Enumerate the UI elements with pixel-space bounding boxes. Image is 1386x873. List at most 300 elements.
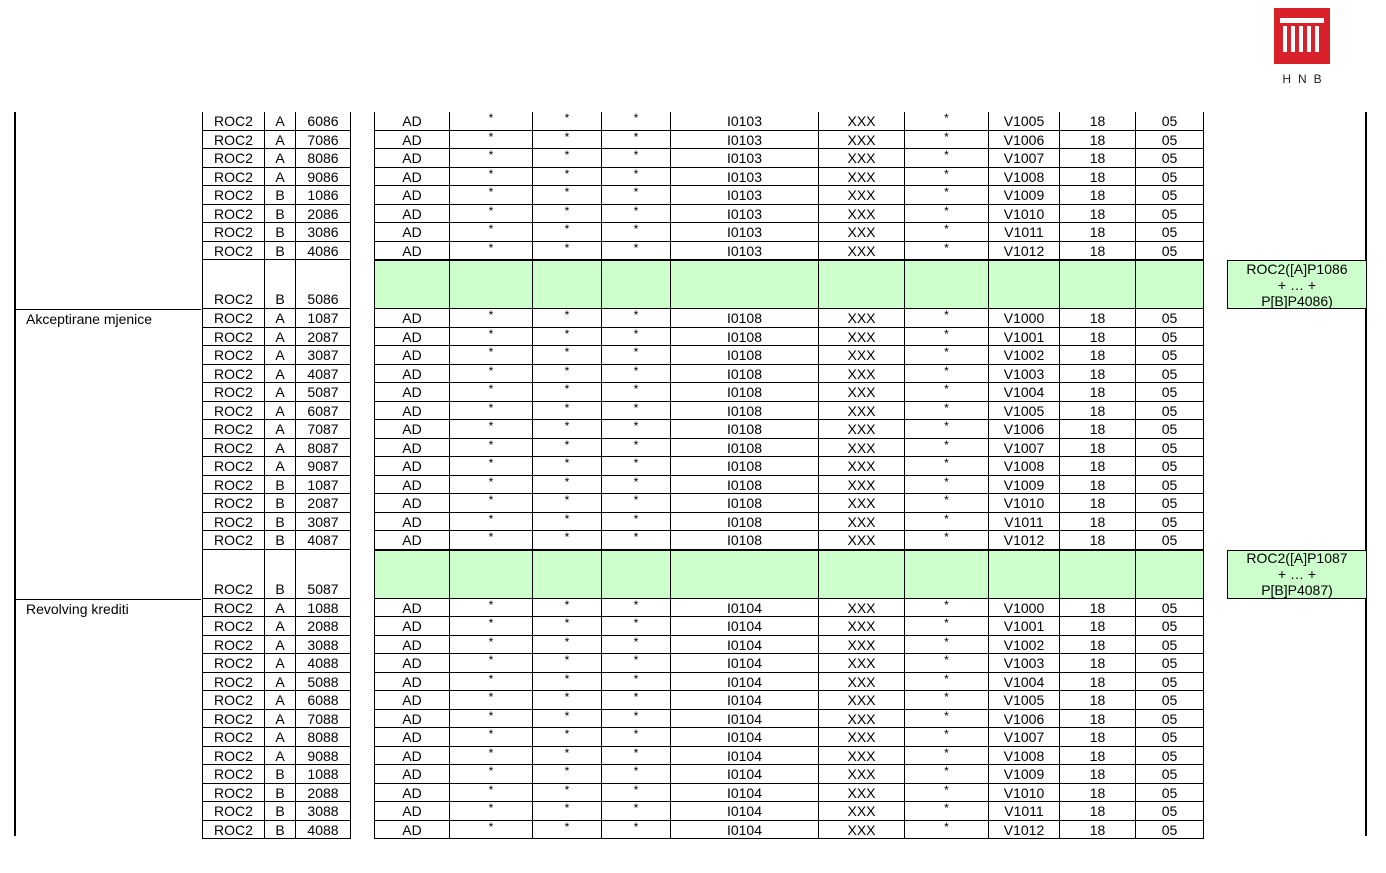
position-code: 1087 xyxy=(295,476,351,495)
form-code: ROC2 xyxy=(202,691,265,710)
position-code: 8087 xyxy=(295,439,351,458)
cell-star4: * xyxy=(904,599,989,618)
cell-xxx: XXX xyxy=(818,765,905,784)
cell-num18: 18 xyxy=(1059,309,1136,328)
category-label xyxy=(16,131,201,150)
cell-v-code: V1003 xyxy=(988,365,1060,384)
cell-num18: 18 xyxy=(1059,131,1136,150)
cell-instrument-code: I0104 xyxy=(670,673,819,692)
position-code: 2088 xyxy=(295,617,351,636)
cell-xxx: XXX xyxy=(818,457,905,476)
empty-green-cell xyxy=(670,550,819,599)
cell-star3: * xyxy=(601,476,671,495)
section-code: A xyxy=(264,309,296,328)
form-code: ROC2 xyxy=(202,168,265,187)
position-code: 1086 xyxy=(295,186,351,205)
cell-star2: * xyxy=(532,346,602,365)
section-code: A xyxy=(264,636,296,655)
empty-green-cell xyxy=(374,260,450,309)
form-code: ROC2 xyxy=(202,747,265,766)
table-row xyxy=(0,765,1386,784)
cell-star3: * xyxy=(601,346,671,365)
category-label xyxy=(16,494,201,513)
cell-star1: * xyxy=(449,710,533,729)
cell-star2: * xyxy=(532,802,602,821)
category-label xyxy=(16,402,201,421)
cell-num18: 18 xyxy=(1059,599,1136,618)
cell-star1: * xyxy=(449,420,533,439)
cell-xxx: XXX xyxy=(818,821,905,840)
cell-xxx: XXX xyxy=(818,242,905,261)
cell-star2: * xyxy=(532,365,602,384)
form-code: ROC2 xyxy=(202,149,265,168)
position-code: 5088 xyxy=(295,673,351,692)
cell-ad: AD xyxy=(374,402,450,421)
cell-instrument-code: I0104 xyxy=(670,617,819,636)
cell-star4: * xyxy=(904,309,989,328)
cell-num18: 18 xyxy=(1059,728,1136,747)
position-code: 4086 xyxy=(295,242,351,261)
cell-num05: 05 xyxy=(1135,765,1204,784)
cell-star4: * xyxy=(904,513,989,532)
cell-ad: AD xyxy=(374,420,450,439)
cell-num05: 05 xyxy=(1135,513,1204,532)
cell-star1: * xyxy=(449,131,533,150)
cell-star2: * xyxy=(532,383,602,402)
cell-v-code: V1010 xyxy=(988,205,1060,224)
cell-num05: 05 xyxy=(1135,728,1204,747)
table-row xyxy=(0,205,1386,224)
empty-green-cell xyxy=(532,260,602,309)
cell-star3: * xyxy=(601,728,671,747)
cell-ad: AD xyxy=(374,691,450,710)
cell-star4: * xyxy=(904,186,989,205)
section-code: A xyxy=(264,691,296,710)
table-row xyxy=(0,383,1386,402)
cell-num05: 05 xyxy=(1135,802,1204,821)
cell-star2: * xyxy=(532,223,602,242)
cell-v-code: V1008 xyxy=(988,747,1060,766)
cell-v-code: V1011 xyxy=(988,223,1060,242)
position-code: 4087 xyxy=(295,531,351,550)
cell-num05: 05 xyxy=(1135,420,1204,439)
position-code: 6088 xyxy=(295,691,351,710)
cell-star4: * xyxy=(904,383,989,402)
cell-star4: * xyxy=(904,149,989,168)
form-code: ROC2 xyxy=(202,654,265,673)
cell-xxx: XXX xyxy=(818,673,905,692)
section-code: B xyxy=(264,784,296,803)
empty-green-cell xyxy=(818,260,905,309)
cell-star3: * xyxy=(601,821,671,840)
cell-ad: AD xyxy=(374,205,450,224)
section-code: B xyxy=(264,205,296,224)
cell-star4: * xyxy=(904,242,989,261)
cell-num05: 05 xyxy=(1135,328,1204,347)
cell-instrument-code: I0108 xyxy=(670,531,819,550)
category-label xyxy=(16,457,201,476)
cell-ad: AD xyxy=(374,728,450,747)
cell-v-code: V1010 xyxy=(988,784,1060,803)
cell-instrument-code: I0104 xyxy=(670,821,819,840)
cell-num18: 18 xyxy=(1059,476,1136,495)
cell-xxx: XXX xyxy=(818,328,905,347)
form-code: ROC2 xyxy=(202,636,265,655)
cell-star4: * xyxy=(904,365,989,384)
table-row xyxy=(0,747,1386,766)
cell-ad: AD xyxy=(374,802,450,821)
table-row xyxy=(0,617,1386,636)
category-label xyxy=(16,260,201,309)
cell-star1: * xyxy=(449,168,533,187)
cell-star2: * xyxy=(532,494,602,513)
hnb-logo-text: HNB xyxy=(1282,72,1329,86)
cell-num05: 05 xyxy=(1135,784,1204,803)
cell-xxx: XXX xyxy=(818,205,905,224)
cell-star1: * xyxy=(449,149,533,168)
cell-v-code: V1002 xyxy=(988,636,1060,655)
cell-v-code: V1009 xyxy=(988,476,1060,495)
section-code: B xyxy=(264,802,296,821)
cell-star1: * xyxy=(449,513,533,532)
cell-star2: * xyxy=(532,439,602,458)
cell-xxx: XXX xyxy=(818,747,905,766)
cell-star3: * xyxy=(601,802,671,821)
cell-num18: 18 xyxy=(1059,802,1136,821)
cell-star3: * xyxy=(601,420,671,439)
cell-num18: 18 xyxy=(1059,223,1136,242)
cell-star4: * xyxy=(904,439,989,458)
cell-num05: 05 xyxy=(1135,242,1204,261)
cell-star1: * xyxy=(449,402,533,421)
cell-star2: * xyxy=(532,131,602,150)
cell-num18: 18 xyxy=(1059,328,1136,347)
section-code: B xyxy=(264,821,296,840)
cell-xxx: XXX xyxy=(818,802,905,821)
cell-v-code: V1008 xyxy=(988,457,1060,476)
position-code: 5087 xyxy=(295,383,351,402)
cell-num18: 18 xyxy=(1059,691,1136,710)
cell-num18: 18 xyxy=(1059,494,1136,513)
table-row xyxy=(0,131,1386,150)
position-code: 7088 xyxy=(295,710,351,729)
form-code: ROC2 xyxy=(202,710,265,729)
category-label xyxy=(16,168,201,187)
cell-num05: 05 xyxy=(1135,747,1204,766)
form-code: ROC2 xyxy=(202,402,265,421)
table-row xyxy=(0,420,1386,439)
form-code: ROC2 xyxy=(202,821,265,840)
category-label xyxy=(16,383,201,402)
empty-green-cell xyxy=(601,550,671,599)
cell-xxx: XXX xyxy=(818,617,905,636)
cell-num18: 18 xyxy=(1059,765,1136,784)
table-row xyxy=(0,328,1386,347)
position-code: 5087 xyxy=(295,550,351,599)
cell-xxx: XXX xyxy=(818,168,905,187)
cell-star1: * xyxy=(449,531,533,550)
form-code: ROC2 xyxy=(202,728,265,747)
form-code: ROC2 xyxy=(202,784,265,803)
cell-v-code: V1011 xyxy=(988,513,1060,532)
form-code: ROC2 xyxy=(202,673,265,692)
cell-star4: * xyxy=(904,205,989,224)
cell-v-code: V1005 xyxy=(988,402,1060,421)
cell-v-code: V1012 xyxy=(988,821,1060,840)
category-label xyxy=(16,328,201,347)
cell-num05: 05 xyxy=(1135,309,1204,328)
cell-v-code: V1004 xyxy=(988,673,1060,692)
section-code: B xyxy=(264,494,296,513)
cell-num05: 05 xyxy=(1135,112,1204,131)
cell-instrument-code: I0108 xyxy=(670,420,819,439)
cell-xxx: XXX xyxy=(818,728,905,747)
cell-star3: * xyxy=(601,205,671,224)
category-label xyxy=(16,439,201,458)
form-code: ROC2 xyxy=(202,802,265,821)
cell-star1: * xyxy=(449,328,533,347)
cell-ad: AD xyxy=(374,186,450,205)
cell-star3: * xyxy=(601,531,671,550)
cell-star3: * xyxy=(601,784,671,803)
table-row xyxy=(0,494,1386,513)
cell-star4: * xyxy=(904,112,989,131)
cell-num18: 18 xyxy=(1059,457,1136,476)
cell-num05: 05 xyxy=(1135,205,1204,224)
section-code: A xyxy=(264,149,296,168)
position-code: 5086 xyxy=(295,260,351,309)
cell-num05: 05 xyxy=(1135,654,1204,673)
category-label xyxy=(16,242,201,261)
category-label xyxy=(16,784,201,803)
cell-num18: 18 xyxy=(1059,784,1136,803)
section-code: B xyxy=(264,476,296,495)
section-code: B xyxy=(264,765,296,784)
cell-instrument-code: I0108 xyxy=(670,457,819,476)
cell-instrument-code: I0103 xyxy=(670,168,819,187)
position-code: 7086 xyxy=(295,131,351,150)
cell-star2: * xyxy=(532,328,602,347)
cell-v-code: V1008 xyxy=(988,168,1060,187)
cell-star1: * xyxy=(449,728,533,747)
section-code: A xyxy=(264,728,296,747)
position-code: 3088 xyxy=(295,636,351,655)
cell-num05: 05 xyxy=(1135,476,1204,495)
cell-star4: * xyxy=(904,765,989,784)
cell-num18: 18 xyxy=(1059,617,1136,636)
cell-star2: * xyxy=(532,476,602,495)
cell-xxx: XXX xyxy=(818,365,905,384)
cell-num05: 05 xyxy=(1135,346,1204,365)
category-label xyxy=(16,821,201,840)
form-code: ROC2 xyxy=(202,383,265,402)
empty-green-cell xyxy=(1135,550,1204,599)
cell-star3: * xyxy=(601,765,671,784)
cell-star4: * xyxy=(904,494,989,513)
empty-green-cell xyxy=(988,550,1060,599)
form-code: ROC2 xyxy=(202,476,265,495)
cell-num05: 05 xyxy=(1135,531,1204,550)
cell-star1: * xyxy=(449,365,533,384)
cell-xxx: XXX xyxy=(818,636,905,655)
cell-star2: * xyxy=(532,402,602,421)
cell-star3: * xyxy=(601,168,671,187)
cell-ad: AD xyxy=(374,309,450,328)
empty-green-cell xyxy=(818,550,905,599)
category-label xyxy=(16,346,201,365)
section-code: B xyxy=(264,513,296,532)
cell-star4: * xyxy=(904,346,989,365)
cell-star1: * xyxy=(449,617,533,636)
position-code: 2086 xyxy=(295,205,351,224)
cell-v-code: V1002 xyxy=(988,346,1060,365)
cell-v-code: V1001 xyxy=(988,617,1060,636)
position-code: 4088 xyxy=(295,654,351,673)
position-code: 3088 xyxy=(295,802,351,821)
cell-num05: 05 xyxy=(1135,821,1204,840)
section-code: A xyxy=(264,131,296,150)
cell-star2: * xyxy=(532,765,602,784)
section-code: A xyxy=(264,457,296,476)
cell-star1: * xyxy=(449,691,533,710)
cell-v-code: V1000 xyxy=(988,599,1060,618)
cell-star2: * xyxy=(532,673,602,692)
position-code: 2087 xyxy=(295,328,351,347)
cell-ad: AD xyxy=(374,765,450,784)
cell-v-code: V1003 xyxy=(988,654,1060,673)
table-row xyxy=(0,821,1386,840)
cell-xxx: XXX xyxy=(818,346,905,365)
cell-star2: * xyxy=(532,784,602,803)
cell-star3: * xyxy=(601,513,671,532)
cell-ad: AD xyxy=(374,365,450,384)
cell-star3: * xyxy=(601,186,671,205)
category-label xyxy=(16,205,201,224)
section-code: A xyxy=(264,420,296,439)
cell-star3: * xyxy=(601,131,671,150)
cell-num18: 18 xyxy=(1059,747,1136,766)
cell-ad: AD xyxy=(374,599,450,618)
cell-xxx: XXX xyxy=(818,383,905,402)
cell-v-code: V1012 xyxy=(988,531,1060,550)
position-code: 2087 xyxy=(295,494,351,513)
form-code: ROC2 xyxy=(202,260,265,309)
table-row xyxy=(0,513,1386,532)
table-row xyxy=(0,802,1386,821)
cell-num18: 18 xyxy=(1059,654,1136,673)
form-code: ROC2 xyxy=(202,309,265,328)
form-code: ROC2 xyxy=(202,131,265,150)
cell-star3: * xyxy=(601,457,671,476)
sum-formula: ROC2([A]P1087 + … + P[B]P4087) xyxy=(1227,550,1367,599)
form-code: ROC2 xyxy=(202,439,265,458)
cell-num05: 05 xyxy=(1135,149,1204,168)
cell-num18: 18 xyxy=(1059,168,1136,187)
cell-instrument-code: I0103 xyxy=(670,186,819,205)
section-code: A xyxy=(264,383,296,402)
empty-green-cell xyxy=(670,260,819,309)
cell-ad: AD xyxy=(374,131,450,150)
category-label xyxy=(16,476,201,495)
cell-ad: AD xyxy=(374,494,450,513)
section-code: A xyxy=(264,599,296,618)
form-code: ROC2 xyxy=(202,765,265,784)
cell-v-code: V1004 xyxy=(988,383,1060,402)
cell-star2: * xyxy=(532,168,602,187)
cell-num05: 05 xyxy=(1135,599,1204,618)
cell-xxx: XXX xyxy=(818,309,905,328)
cell-star4: * xyxy=(904,802,989,821)
table-row xyxy=(0,346,1386,365)
cell-star2: * xyxy=(532,654,602,673)
cell-v-code: V1005 xyxy=(988,112,1060,131)
cell-num18: 18 xyxy=(1059,636,1136,655)
category-label xyxy=(16,747,201,766)
table-row xyxy=(0,599,1386,618)
cell-xxx: XXX xyxy=(818,223,905,242)
cell-instrument-code: I0108 xyxy=(670,402,819,421)
cell-instrument-code: I0103 xyxy=(670,131,819,150)
category-label xyxy=(16,673,201,692)
position-code: 8088 xyxy=(295,728,351,747)
cell-xxx: XXX xyxy=(818,131,905,150)
cell-star2: * xyxy=(532,205,602,224)
cell-star2: * xyxy=(532,242,602,261)
cell-star1: * xyxy=(449,112,533,131)
cell-star1: * xyxy=(449,457,533,476)
form-code: ROC2 xyxy=(202,457,265,476)
position-code: 9088 xyxy=(295,747,351,766)
cell-star4: * xyxy=(904,131,989,150)
cell-xxx: XXX xyxy=(818,186,905,205)
table-row xyxy=(0,439,1386,458)
cell-ad: AD xyxy=(374,513,450,532)
cell-star2: * xyxy=(532,617,602,636)
cell-num05: 05 xyxy=(1135,710,1204,729)
position-code: 8086 xyxy=(295,149,351,168)
cell-star1: * xyxy=(449,654,533,673)
section-code: B xyxy=(264,186,296,205)
position-code: 6087 xyxy=(295,402,351,421)
cell-instrument-code: I0103 xyxy=(670,223,819,242)
cell-num05: 05 xyxy=(1135,636,1204,655)
empty-green-cell xyxy=(988,260,1060,309)
cell-star1: * xyxy=(449,599,533,618)
cell-star3: * xyxy=(601,636,671,655)
cell-instrument-code: I0104 xyxy=(670,765,819,784)
cell-star1: * xyxy=(449,223,533,242)
cell-star2: * xyxy=(532,531,602,550)
cell-instrument-code: I0108 xyxy=(670,383,819,402)
cell-v-code: V1012 xyxy=(988,242,1060,261)
cell-v-code: V1006 xyxy=(988,710,1060,729)
cell-star1: * xyxy=(449,476,533,495)
cell-v-code: V1011 xyxy=(988,802,1060,821)
cell-num18: 18 xyxy=(1059,112,1136,131)
cell-star4: * xyxy=(904,821,989,840)
cell-star1: * xyxy=(449,309,533,328)
position-code: 9087 xyxy=(295,457,351,476)
cell-star3: * xyxy=(601,402,671,421)
table-row xyxy=(0,691,1386,710)
category-label xyxy=(16,691,201,710)
cell-instrument-code: I0104 xyxy=(670,654,819,673)
cell-star2: * xyxy=(532,747,602,766)
section-code: A xyxy=(264,617,296,636)
section-code: A xyxy=(264,439,296,458)
cell-instrument-code: I0108 xyxy=(670,346,819,365)
cell-star3: * xyxy=(601,494,671,513)
